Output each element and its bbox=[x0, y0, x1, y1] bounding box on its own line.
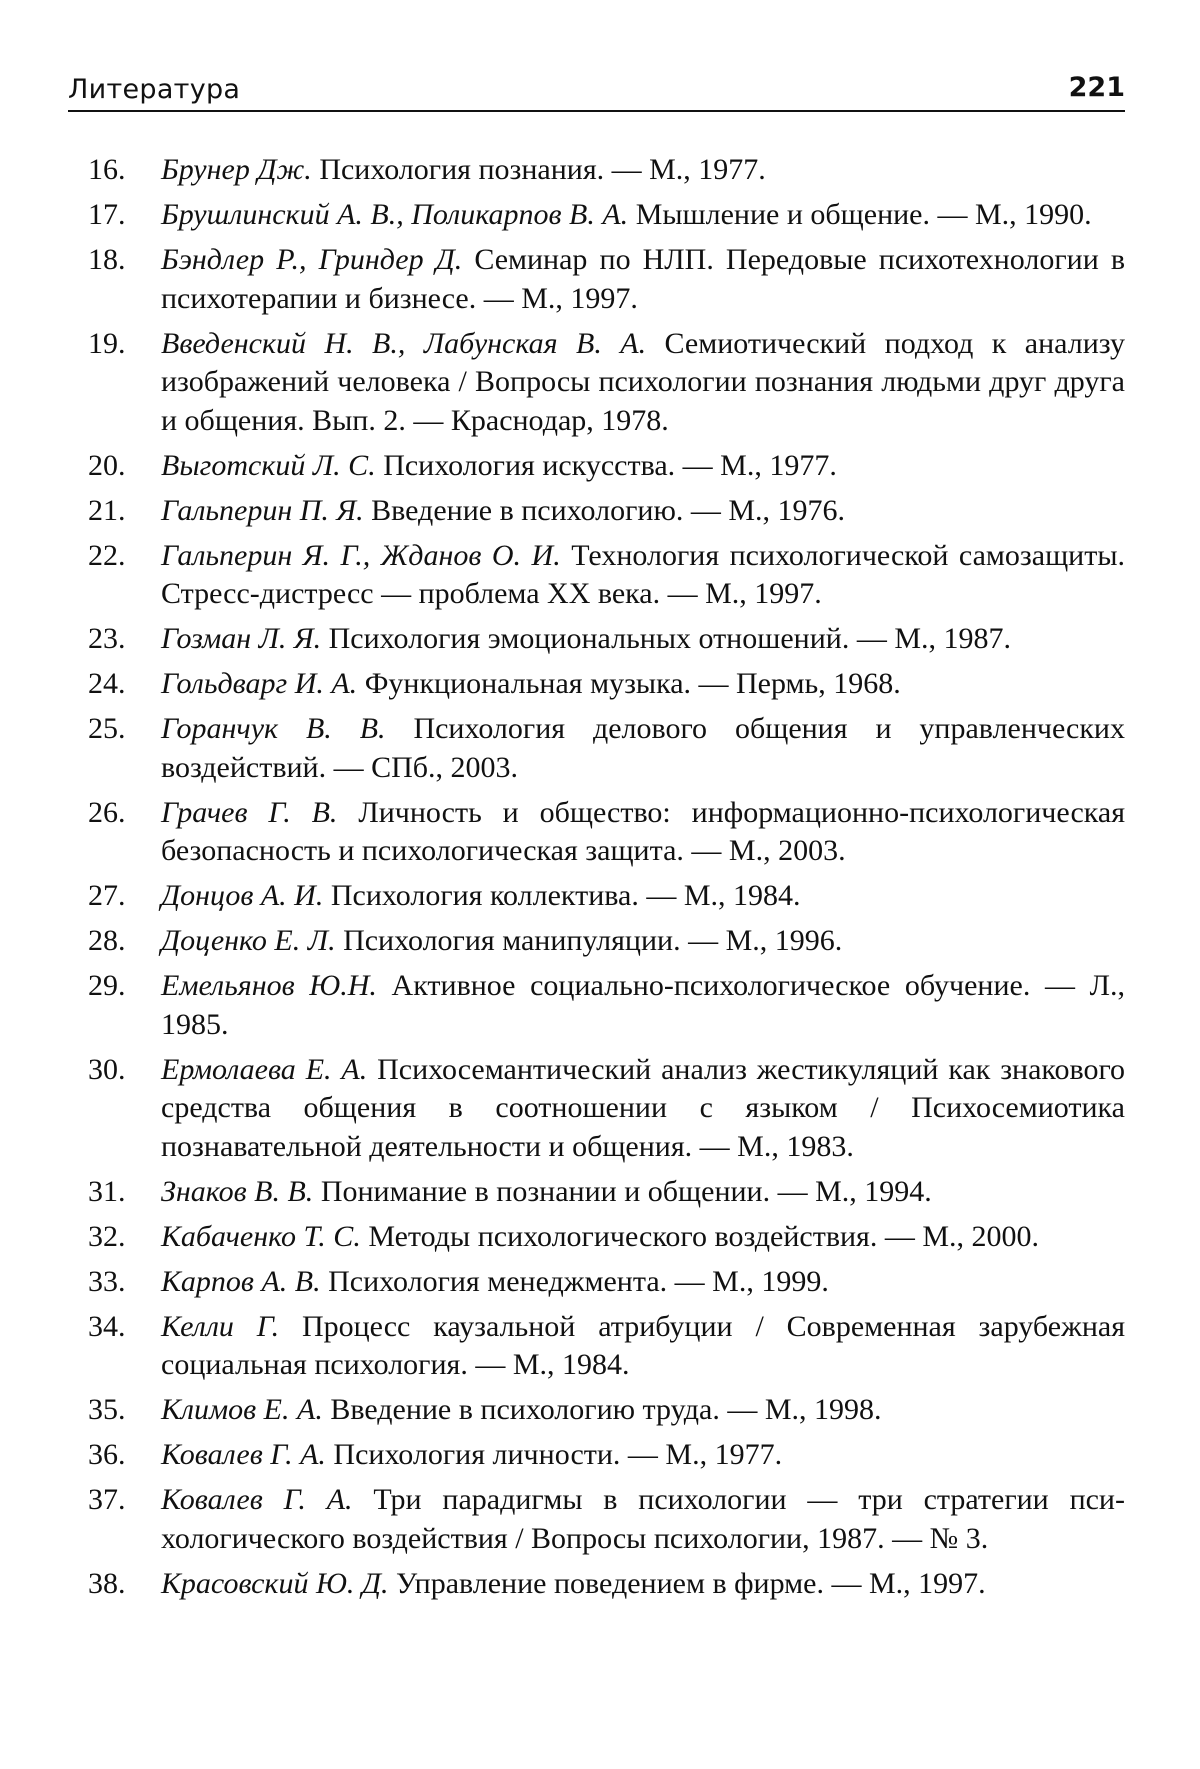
reference-text: Семиотический подход к анализу изображений человека / Вопросы психологии познания людьми друг друга и общения. Вып. 2. — Краснодар, 1978. bbox=[161, 326, 1125, 437]
reference-text: Личность и общество: информационно-психологическая безопасность и психологическая защита. — М., 2003. bbox=[161, 795, 1125, 867]
reference-author: Гольдварг И. А. bbox=[161, 667, 358, 700]
reference-number: 27. bbox=[88, 879, 126, 912]
reference-text: Введение в психологию. — М., 1976. bbox=[363, 493, 846, 527]
reference-text: Психология менеджмента. — М., 1999. bbox=[320, 1264, 829, 1298]
reference-author: Доценко Е. Л. bbox=[161, 924, 336, 957]
reference-number: 19. bbox=[88, 326, 126, 360]
reference-text: Процесс каузальной атрибуции / Современная зарубежная социальная психология. — М., 1984. bbox=[161, 1309, 1125, 1381]
reference-text: Функциональная музыка. — Пермь, 1968. bbox=[357, 667, 901, 700]
reference-number: 16. bbox=[88, 153, 126, 186]
reference-item bbox=[88, 196, 1125, 235]
reference-text: Психология познания. — М., 1977. bbox=[311, 153, 766, 186]
reference-number: 21. bbox=[88, 493, 126, 527]
reference-author: Выготский Л. С. bbox=[161, 448, 376, 482]
reference-text: Психология эмоциональных отношений. — М., 1987. bbox=[321, 622, 1011, 655]
reference-author: Введенский Н. В., Лабунская В. А. bbox=[161, 326, 647, 360]
reference-text: Психология искусства. — М., 1977. bbox=[375, 448, 837, 482]
reference-number: 22. bbox=[88, 538, 126, 572]
reference-number: 37. bbox=[88, 1483, 126, 1516]
reference-text: Управление поведением в фирме. — М., 1997. bbox=[388, 1566, 986, 1600]
reference-author: Ковалев Г. А. bbox=[161, 1483, 353, 1516]
reference-item bbox=[88, 537, 1125, 614]
reference-author: Горанчук В. В. bbox=[161, 712, 386, 745]
reference-item bbox=[88, 1218, 1125, 1257]
reference-item bbox=[88, 325, 1125, 441]
reference-text: Психология коллектива. — М., 1984. bbox=[323, 879, 801, 912]
reference-text: Понимание в познании и общении. — М., 1994. bbox=[313, 1174, 932, 1208]
reference-text: Психология делового общения и управленческих воздействий. — СПб., 2003. bbox=[161, 712, 1125, 784]
reference-number: 34. bbox=[88, 1309, 126, 1343]
reference-text: Три парадигмы в психологии — три стратегии психологического воздействия / Вопросы психологии, 1987. — № 3. bbox=[161, 1483, 1125, 1555]
reference-author: Грачев Г. В. bbox=[161, 795, 338, 829]
reference-number: 38. bbox=[88, 1566, 126, 1600]
reference-item bbox=[88, 877, 1125, 916]
reference-author: Ермолаева Е. А. bbox=[161, 1052, 368, 1086]
reference-number: 28. bbox=[88, 924, 126, 957]
running-header bbox=[68, 70, 1125, 112]
reference-number: 23. bbox=[88, 622, 126, 655]
reference-number: 20. bbox=[88, 448, 126, 482]
reference-item bbox=[88, 922, 1125, 961]
reference-item bbox=[88, 710, 1125, 787]
reference-text: Активное социально-психологическое обучение. — Л., 1985. bbox=[161, 969, 1125, 1041]
reference-text: Психология манипуляции. — М., 1996. bbox=[335, 924, 843, 957]
running-section-title: Литература bbox=[68, 74, 241, 105]
reference-item bbox=[88, 1436, 1125, 1475]
reference-text: Психология личности. — М., 1977. bbox=[325, 1438, 783, 1471]
reference-item bbox=[88, 241, 1125, 318]
reference-number: 25. bbox=[88, 712, 126, 745]
reference-number: 36. bbox=[88, 1438, 126, 1471]
reference-author: Брунер Дж. bbox=[161, 153, 312, 186]
reference-item bbox=[88, 1051, 1125, 1167]
reference-author: Гальперин Я. Г., Жданов О. И. bbox=[161, 538, 561, 572]
page-number: 221 bbox=[1068, 72, 1125, 103]
reference-number: 26. bbox=[88, 795, 126, 829]
reference-item bbox=[88, 1565, 1125, 1604]
reference-author: Келли Г. bbox=[161, 1309, 280, 1343]
reference-author: Донцов А. И. bbox=[161, 879, 324, 912]
reference-author: Брушлинский А. В., Поликарпов В. А. bbox=[161, 198, 629, 231]
reference-number: 18. bbox=[88, 243, 126, 276]
reference-list bbox=[88, 151, 1125, 1610]
reference-author: Карпов А. В. bbox=[161, 1264, 321, 1298]
reference-item bbox=[88, 794, 1125, 871]
reference-number: 31. bbox=[88, 1174, 126, 1208]
reference-item bbox=[88, 1263, 1125, 1302]
reference-number: 30. bbox=[88, 1052, 126, 1086]
reference-author: Ковалев Г. А. bbox=[161, 1438, 326, 1471]
reference-text: Психосемантический анализ жестикуляций как знакового средства общения в соотношении с языком / Психосемиотика познавательной деятельности и общения. — М., 1983. bbox=[161, 1052, 1126, 1163]
reference-text: Мышление и общение. — М., 1990. bbox=[628, 198, 1092, 231]
reference-author: Кабаченко Т. С. bbox=[161, 1219, 361, 1253]
reference-text: Семинар по НЛП. Передовые психотехнологии в психотерапии и бизнесе. — М., 1997. bbox=[161, 243, 1125, 315]
reference-author: Красовский Ю. Д. bbox=[161, 1566, 389, 1600]
reference-item bbox=[88, 447, 1125, 486]
reference-author: Знаков В. В. bbox=[161, 1174, 314, 1208]
reference-number: 32. bbox=[88, 1219, 126, 1253]
reference-text: Введение в психологию труда. — М., 1998. bbox=[322, 1393, 882, 1426]
reference-author: Гозман Л. Я. bbox=[161, 622, 322, 655]
reference-item bbox=[88, 1308, 1125, 1385]
reference-number: 33. bbox=[88, 1264, 126, 1298]
reference-author: Бэндлер Р., Гриндер Д. bbox=[161, 243, 463, 276]
reference-item bbox=[88, 620, 1125, 659]
reference-item bbox=[88, 151, 1125, 190]
reference-author: Климов Е. А. bbox=[161, 1393, 323, 1426]
reference-number: 24. bbox=[88, 667, 126, 700]
reference-number: 17. bbox=[88, 198, 126, 231]
reference-text: Методы психологического воздействия. — М., 2000. bbox=[360, 1219, 1040, 1253]
reference-item bbox=[88, 1481, 1125, 1558]
reference-item bbox=[88, 492, 1125, 531]
reference-author: Гальперин П. Я. bbox=[161, 493, 364, 527]
reference-item bbox=[88, 1173, 1125, 1212]
reference-item bbox=[88, 1391, 1125, 1430]
reference-item bbox=[88, 967, 1125, 1044]
reference-number: 35. bbox=[88, 1393, 126, 1426]
reference-author: Емельянов Ю.Н. bbox=[161, 969, 377, 1002]
reference-text: Технология психологической самозащиты. Стресс-дистресс — проблема XX века. — М., 1997. bbox=[161, 538, 1125, 610]
reference-number: 29. bbox=[88, 969, 126, 1002]
reference-item bbox=[88, 665, 1125, 704]
